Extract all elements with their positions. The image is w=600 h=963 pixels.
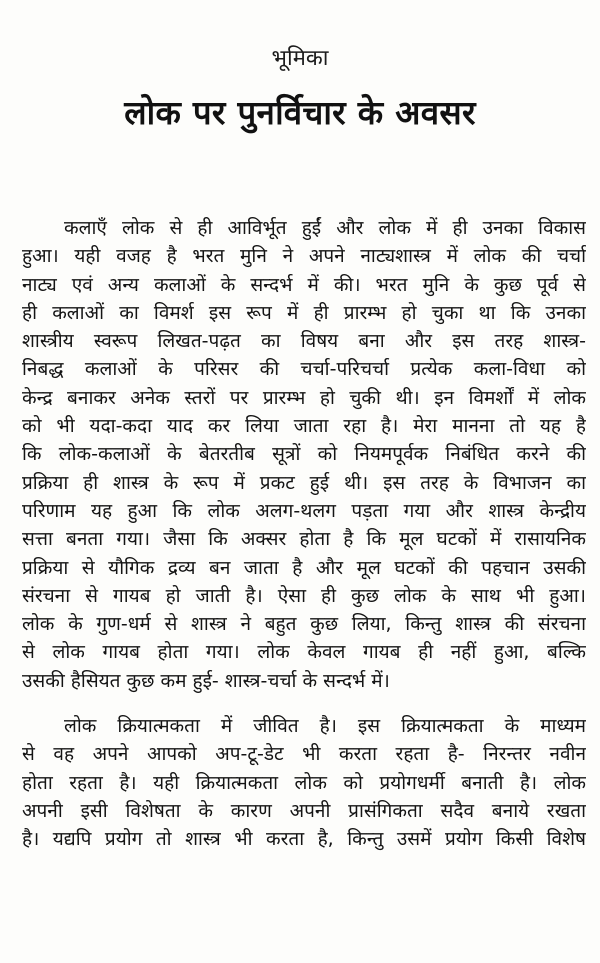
paragraph-1 <box>22 214 586 695</box>
text-line: को भी यदा-कदा याद कर लिया जाता रहा है। मेरा मानना तो यह है <box>22 415 586 438</box>
section-label: भूमिका <box>271 46 329 71</box>
text-line: कलाएँ लोक से ही आविर्भूत हुईं और लोक में ही उनका विकास <box>64 217 586 239</box>
text-line: प्रक्रिया से यौगिक द्रव्य बन जाता है और मूल घटकों की पहचान उसकी <box>22 556 586 579</box>
text-line: शास्त्रीय स्वरूप लिखत-पढ़त का विषय बना और इस तरह शास्त्र- <box>22 330 586 353</box>
text-line: हुआ। यही वजह है भरत मुनि ने अपने नाट्यशास्त्र में लोक की चर्चा <box>22 245 586 268</box>
text-line: लोक के गुण-धर्म से शास्त्र ने बहुत कुछ लिया, किन्तु शास्त्र की संरचना <box>22 613 586 636</box>
page-title: लोक पर पुनर्विचार के अवसर <box>124 93 476 132</box>
text-line: नाट्य एवं अन्य कलाओं के सन्दर्भ में की। भरत मुनि के कुछ पूर्व से <box>22 273 586 296</box>
text-line: परिणाम यह हुआ कि लोक अलग-थलग पड़ता गया और शास्त्र केन्द्रीय <box>22 499 586 522</box>
body-text <box>22 214 586 854</box>
text-line: संरचना से गायब हो जाती है। ऐसा ही कुछ लोक के साथ भी हुआ। <box>22 584 586 607</box>
text-line: सत्ता बनता गया। जैसा कि अक्सर होता है कि मूल घटकों में रासायनिक <box>22 528 586 551</box>
text-line: उसकी हैसियत कुछ कम हुई- शास्त्र-चर्चा के सन्दर्भ में। <box>22 669 390 692</box>
text-line: होता रहता है। यही क्रियात्मकता लोक को प्रयोगधर्मी बनाती है। लोक <box>22 771 586 794</box>
text-line: है। यद्यपि प्रयोग तो शास्त्र भी करता है, किन्तु उसमें प्रयोग किसी विशेष <box>22 828 586 851</box>
text-line: लोक क्रियात्मकता में जीवित है। इस क्रियात्मकता के माध्यम <box>64 715 586 738</box>
text-line: ही कलाओं का विमर्श इस रूप में ही प्रारम्भ हो चुका था कि उनका <box>22 301 586 324</box>
text-line: प्रक्रिया ही शास्त्र के रूप में प्रकट हुई थी। इस तरह के विभाजन का <box>22 471 586 494</box>
text-line: से वह अपने आपको अप-टू-डेट भी करता रहता है- निरन्तर नवीन <box>22 743 586 766</box>
text-line: से लोक गायब होता गया। लोक केवल गायब ही नहीं हुआ, बल्कि <box>22 641 586 664</box>
text-line: अपनी इसी विशेषता के कारण अपनी प्रासंगिकता सदैव बनाये रखता <box>22 799 586 822</box>
text-line: केन्द्र बनाकर अनेक स्तरों पर प्रारम्भ हो चुकी थी। इन विमर्शों में लोक <box>22 386 586 409</box>
text-line: कि लोक-कलाओं के बेतरतीब सूत्रों को नियमपूर्वक निबंधित करने की <box>22 443 586 466</box>
text-line: निबद्ध कलाओं के परिसर की चर्चा-परिचर्चा प्रत्येक कला-विधा को <box>22 358 586 381</box>
paragraph-2 <box>22 712 586 853</box>
